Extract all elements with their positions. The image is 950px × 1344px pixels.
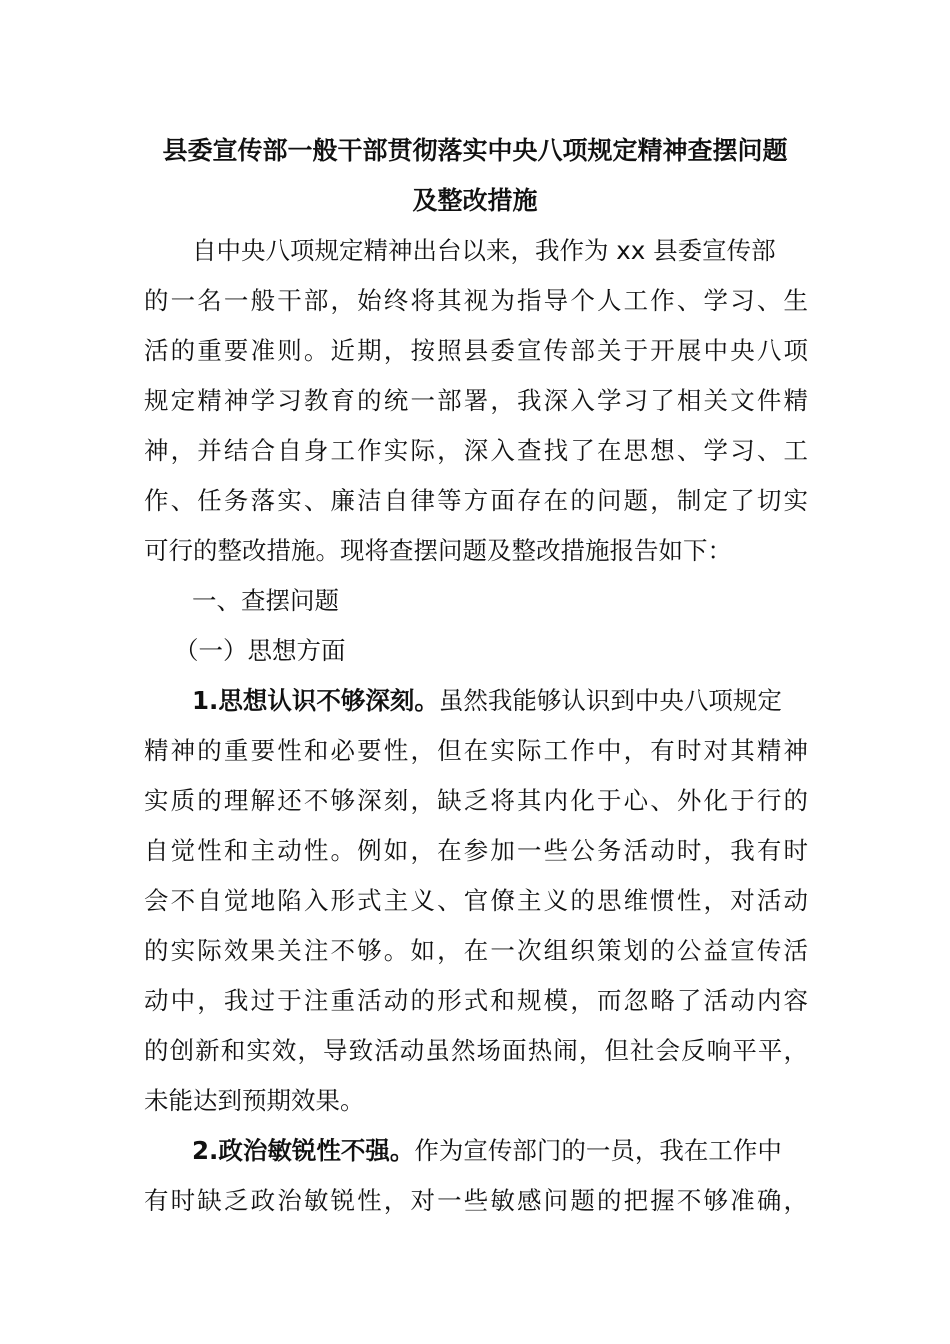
paragraph-line: 会不自觉地陷入形式主义、官僚主义的思维惯性，对活动 [144, 886, 808, 915]
paragraph-line: 精神的重要性和必要性，但在实际工作中，有时对其精神 [144, 736, 808, 765]
item-1-text: 虽然我能够认识到中央八项规定 [438, 686, 782, 715]
paragraph-line: 自觉性和主动性。例如，在参加一些公务活动时，我有时 [144, 836, 808, 865]
paragraph-line: 神，并结合自身工作实际，深入查找了在思想、学习、工 [144, 436, 808, 465]
paragraph-line: 有时缺乏政治敏锐性，对一些敏感问题的把握不够准确， [144, 1186, 808, 1215]
paragraph-line: 自中央八项规定精神出台以来，我作为 xx 县委宣传部 [192, 236, 776, 265]
item-1-first-line [144, 676, 808, 726]
item-2-text: 作为宣传部门的一员，我在工作中 [414, 1136, 782, 1165]
item-2-heading: 2.政治敏锐性不强。 [192, 1136, 415, 1165]
paragraph-line: 可行的整改措施。现将查摆问题及整改措施报告如下： [144, 536, 732, 565]
subsection-heading: （一）思想方面 [174, 636, 346, 665]
paragraph-line: 的创新和实效，导致活动虽然场面热闹，但社会反响平平， [144, 1036, 808, 1065]
document-body [144, 226, 808, 1226]
paragraph-line: 的一名一般干部，始终将其视为指导个人工作、学习、生 [144, 286, 808, 315]
paragraph-line: 活的重要准则。近期，按照县委宣传部关于开展中央八项 [144, 336, 808, 365]
document-title-line-2: 及整改措施 [412, 186, 538, 215]
paragraph-line: 实质的理解还不够深刻，缺乏将其内化于心、外化于行的 [144, 786, 808, 815]
item-1-heading: 1.思想认识不够深刻。 [192, 686, 439, 715]
item-2-first-line [144, 1126, 808, 1176]
document-title-line-1: 县委宣传部一般干部贯彻落实中央八项规定精神查摆问题 [162, 136, 788, 165]
paragraph-line: 的实际效果关注不够。如，在一次组织策划的公益宣传活 [144, 936, 808, 965]
paragraph-line: 动中，我过于注重活动的形式和规模，而忽略了活动内容 [144, 986, 808, 1015]
paragraph-line: 规定精神学习教育的统一部署，我深入学习了相关文件精 [144, 386, 808, 415]
section-heading: 一、查摆问题 [192, 586, 339, 615]
paragraph-line: 作、任务落实、廉洁自律等方面存在的问题，制定了切实 [144, 486, 808, 515]
paragraph-line: 未能达到预期效果。 [144, 1086, 365, 1115]
